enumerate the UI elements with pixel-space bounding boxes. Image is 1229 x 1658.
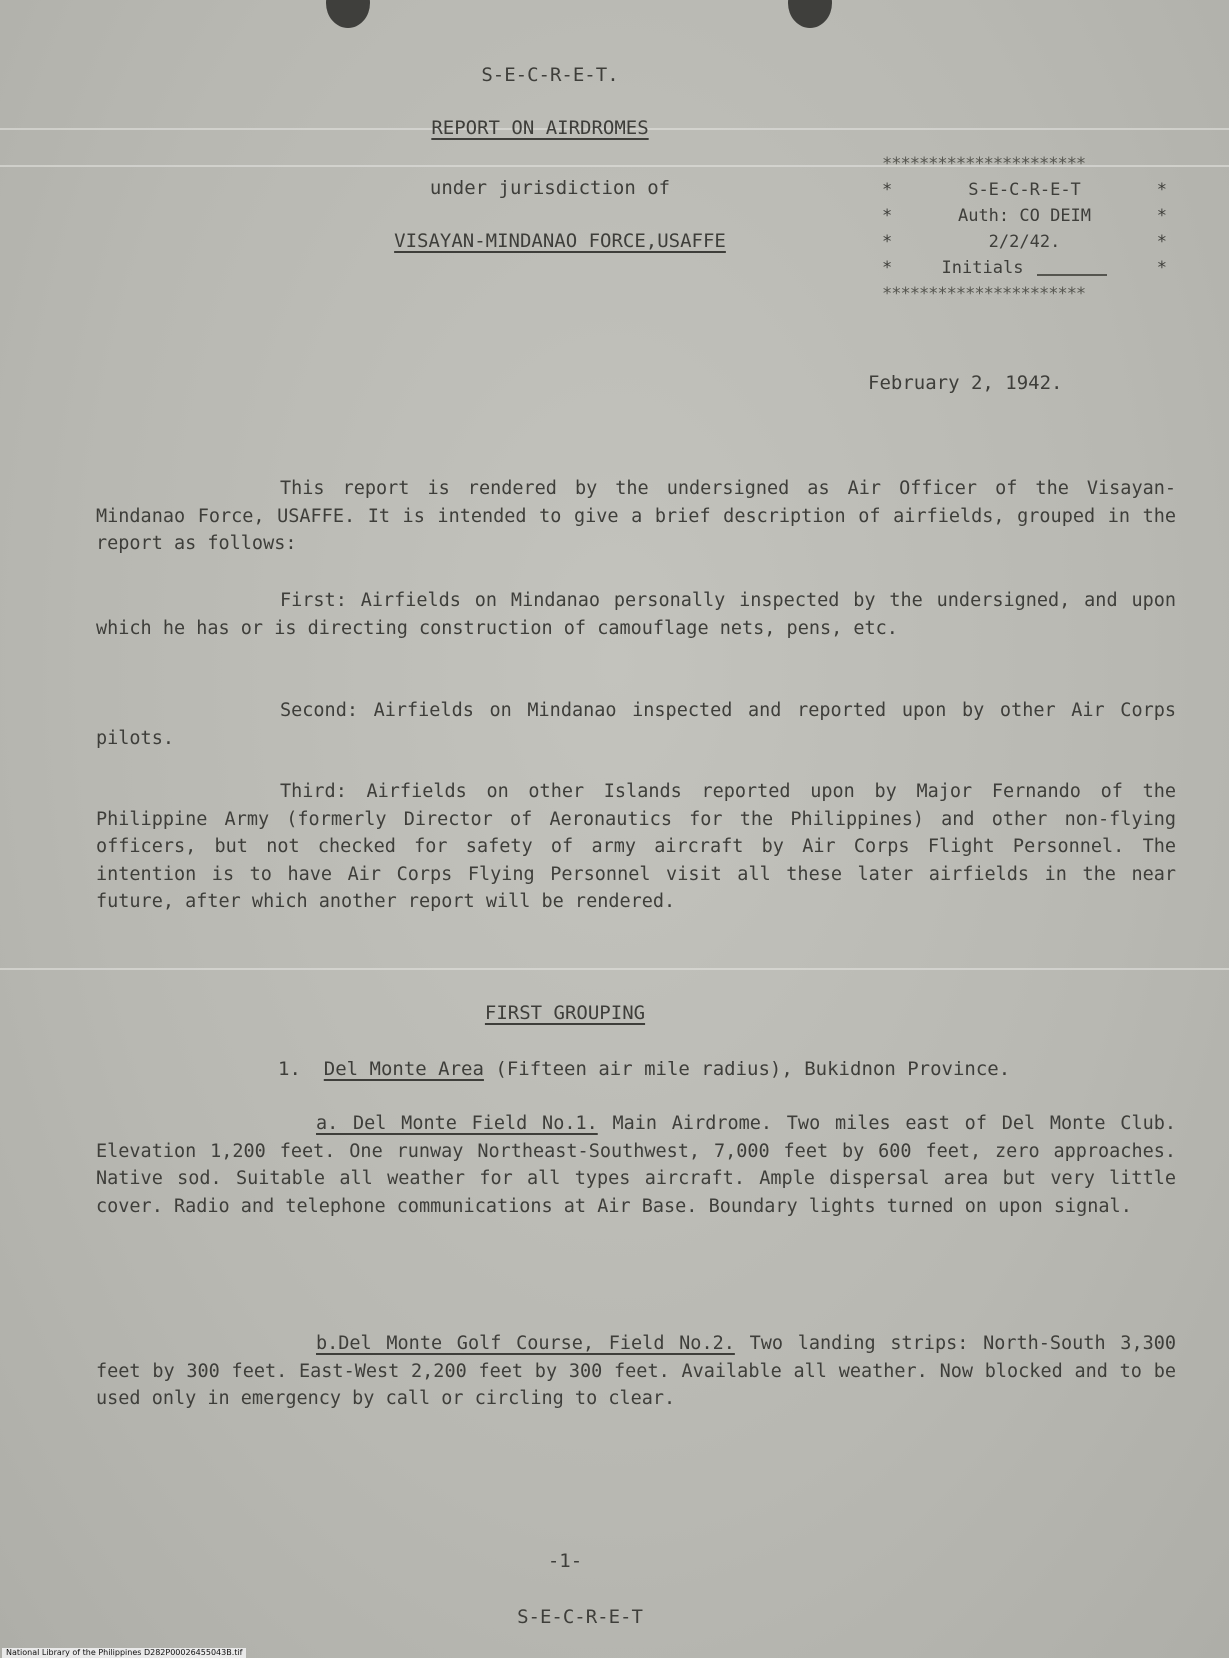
- field-b-label: b.Del Monte Golf Course, Field No.2.: [316, 1333, 735, 1354]
- punch-hole-left: [326, 0, 370, 28]
- stamp-date: 2/2/42.: [988, 232, 1061, 252]
- area-description: (Fifteen air mile radius), Bukidnon Province.: [495, 1058, 1011, 1080]
- page-number: -1-: [547, 1550, 583, 1572]
- stamp-initials: Initials: [941, 258, 1024, 278]
- punch-hole-right: [788, 0, 832, 28]
- report-title: REPORT ON AIRDROMES: [431, 117, 649, 139]
- stamp-border-top: **********************: [882, 154, 1086, 174]
- second-group-paragraph: Second: Airfields on Mindanao inspected and reported upon by other Air Corps pilots.: [96, 700, 1176, 749]
- stamp-border-bottom: **********************: [882, 284, 1086, 304]
- field-a-label: a. Del Monte Field No.1.: [316, 1113, 598, 1134]
- stamp-authority: Auth: CO DEIM: [957, 206, 1092, 226]
- stamp-classification: S-E-C-R-E-T: [968, 180, 1081, 200]
- field-b-text: Two landing strips: North-South 3,300 feet by 300 feet. East-West 2,200 feet by 300 feet. Available all weather. Now blocked and to be used only in emergency by call or circling to clear.: [96, 1333, 1176, 1409]
- third-group-paragraph: Third: Airfields on other Islands reported upon by Major Fernando of the Philippine Army (formerly Director of Aeronautics for the Philippines) and other non-flying officers, but not checked for safety of army aircraft by Air Corps Flight Personnel. The intention is to have Air Corps Flying Personnel visit all these later airfields in the near future, after which another report will be rendered.: [96, 781, 1176, 912]
- area-heading: [278, 1056, 1010, 1083]
- force-name: VISAYAN-MINDANAO FORCE,USAFFE: [394, 230, 726, 252]
- area-name: Del Monte Area: [323, 1058, 484, 1080]
- library-caption: National Library of the Philippines D282P00026455043B.tif: [2, 1648, 246, 1658]
- section-heading: FIRST GROUPING: [484, 1002, 646, 1024]
- classification-top: S-E-C-R-E-T.: [481, 64, 619, 86]
- initials-blank: [1037, 260, 1107, 276]
- intro-paragraph: This report is rendered by the undersigned as Air Officer of the Visayan-Mindanao Force, USAFFE. It is intended to give a brief description of airfields, grouped in the report as follows:: [96, 478, 1176, 554]
- scan-fold-line: [0, 968, 1229, 970]
- field-b-paragraph: [96, 1330, 1176, 1413]
- classification-stamp: ********************** * S-E-C-R-E-T * * Auth: CO DEIM * * 2/2/42. * * Initials * **********************: [882, 151, 1167, 307]
- report-date: February 2, 1942.: [868, 372, 1063, 394]
- jurisdiction-line: under jurisdiction of: [429, 177, 671, 199]
- field-a-paragraph: [96, 1110, 1176, 1220]
- field-a-text: Main Airdrome. Two miles east of Del Monte Club. Elevation 1,200 feet. One runway Northeast-Southwest, 7,000 feet by 600 feet, zero approaches. Native sod. Suitable all weather for all types aircraft. Ample dispersal area but very little cover. Radio and telephone communications at Air Base. Boundary lights turned on upon signal.: [96, 1113, 1176, 1217]
- first-group-paragraph: First: Airfields on Mindanao personally inspected by the undersigned, and upon which he has or is directing construction of camouflage nets, pens, etc.: [96, 590, 1176, 639]
- classification-bottom: S-E-C-R-E-T: [517, 1606, 643, 1628]
- area-number: 1.: [278, 1058, 301, 1080]
